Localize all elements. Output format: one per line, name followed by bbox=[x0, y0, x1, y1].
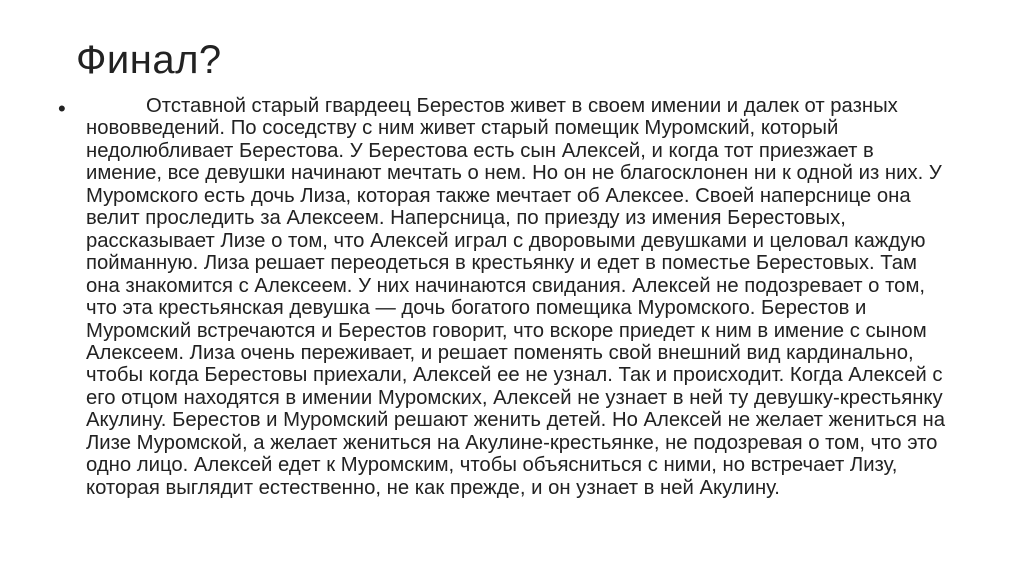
slide-body-paragraph: Отставной старый гвардеец Берестов живет в своем имении и далек от разных нововведений. По соседству с ним живет старый помещик Муромский, который недолюбливает Берестова. У Берестова есть сын Алексей, и когда тот приезжает в имение, все девушки начинают мечтать о нем. Но он не благосклонен ни к одной из них. У Муромского есть дочь Лиза, которая также мечтает об Алексее. Своей наперснице она велит проследить за Алексеем. Наперсница, по приезду из имения Берестовых, рассказывает Лизе о том, что Алексей играл с дворовыми девушками и целовал каждую пойманную. Лиза решает переодеться в крестьянку и едет в поместье Берестовых. Там она знакомится с Алексеем. У них начинаются свидания. Алексей не подозревает о том, что эта крестьянская девушка — дочь богатого помещика Муромского. Берестов и Муромский встречаются и Берестов говорит, что вскоре приедет к ним в имение с сыном Алексеем. Лиза очень переживает, и решает поменять свой внешний вид кардинально, чтобы когда Берестовы приехали, Алексей ее не узнал. Так и происходит. Когда Алексей с его отцом находятся в имении Муромских, Алексей не узнает в ней ту девушку-крестьянку Акулину. Берестов и Муромский решают женить детей. Но Алексей не желает жениться на Лизе Муромской, а желает жениться на Акулине-крестьянке, не подозревая о том, что это одно лицо. Алексей едет к Муромским, чтобы объясниться с ними, но встречает Лизу, которая выглядит естественно, не как прежде, и он узнает в ней Акулину. bbox=[86, 95, 946, 499]
slide-title: Финал? bbox=[76, 38, 222, 82]
bullet-marker: • bbox=[58, 96, 66, 121]
